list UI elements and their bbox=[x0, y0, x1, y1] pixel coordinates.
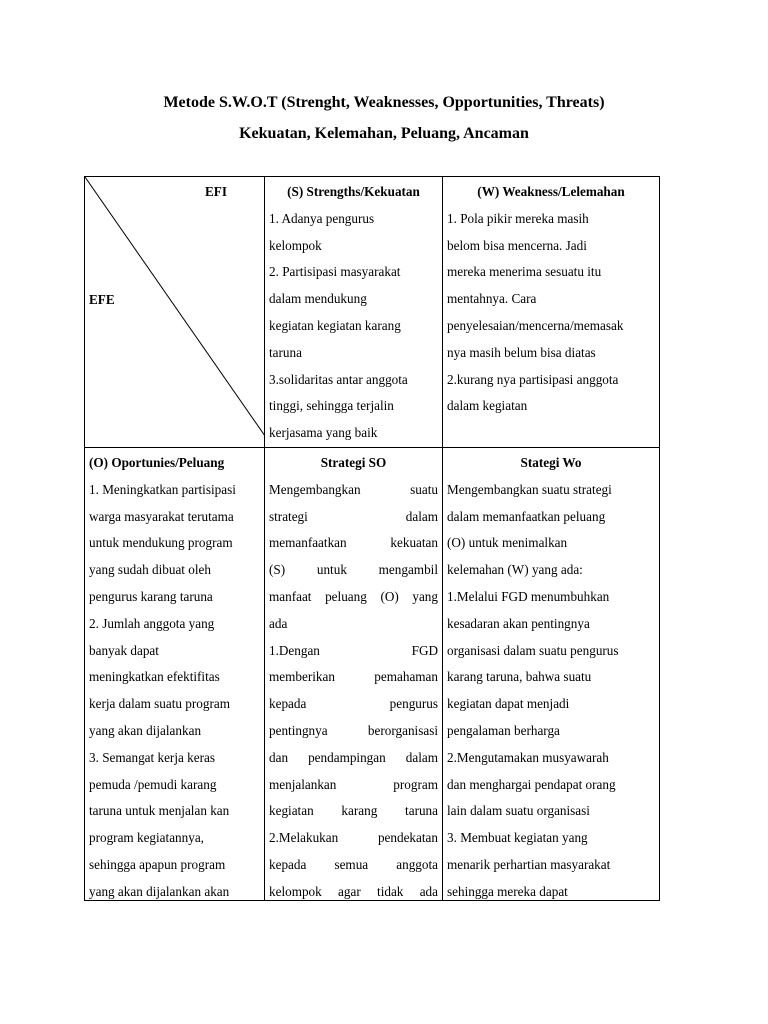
cell-line: 3.solidaritas antar anggota bbox=[269, 371, 408, 387]
strategi-wo-header: Stategi Wo bbox=[520, 454, 582, 470]
cell-line: sehingga mereka dapat bbox=[447, 883, 568, 899]
cell-line: memanfaatkan kekuatan bbox=[269, 535, 438, 551]
cell-line: 1.Dengan FGD bbox=[269, 642, 438, 658]
weakness-header: (W) Weakness/Lelemahan bbox=[477, 184, 625, 199]
opportunities-list bbox=[89, 477, 260, 900]
cell-line: 2.kurang nya partisipasi anggota bbox=[447, 371, 619, 387]
weakness-list bbox=[447, 206, 655, 420]
cell-line: kesadaran akan pentingnya bbox=[447, 615, 590, 631]
cell-line: kegiatan karang taruna bbox=[269, 803, 438, 819]
cell-line: kegiatan dapat menjadi bbox=[447, 696, 570, 712]
cell-line: mereka menerima sesuatu itu bbox=[447, 264, 602, 280]
document-subtitle: Kekuatan, Kelemahan, Peluang, Ancaman bbox=[239, 125, 529, 142]
cell-line: yang sudah dibuat oleh bbox=[89, 562, 211, 578]
document-title: Metode S.W.O.T (Strenght, Weaknesses, Opportunities, Threats) bbox=[163, 94, 605, 111]
cell-line: 2. Jumlah anggota yang bbox=[89, 615, 215, 631]
cell-line: 2.Mengutamakan musyawarah bbox=[447, 749, 609, 765]
cell-line: memberikan pemahaman bbox=[269, 669, 438, 685]
cell-line: 1.Melalui FGD menumbuhkan bbox=[447, 588, 610, 604]
cell-line: kerjasama yang baik bbox=[269, 425, 378, 441]
cell-line: 2. Partisipasi masyarakat bbox=[269, 264, 401, 280]
cell-line: kelompok bbox=[269, 237, 322, 253]
strategi-so-list bbox=[269, 477, 438, 900]
cell-line: 1. Meningkatkan partisipasi bbox=[89, 481, 236, 497]
cell-line: dan menghargai pendapat orang bbox=[447, 776, 616, 792]
cell-line: pengalaman berharga bbox=[447, 722, 560, 738]
cell-line: (O) untuk menimalkan bbox=[447, 535, 568, 551]
cell-line: kegiatan kegiatan karang bbox=[269, 317, 401, 333]
strategi-wo-cell bbox=[443, 447, 660, 900]
cell-line: program kegiatannya, bbox=[89, 830, 204, 846]
strengths-list bbox=[269, 206, 438, 447]
cell-line: pengurus karang taruna bbox=[89, 588, 213, 604]
cell-line: penyelesaian/mencerna/memasak bbox=[447, 317, 624, 333]
cell-line: sehingga apapun program bbox=[89, 856, 226, 872]
cell-line: kepada semua anggota bbox=[269, 856, 438, 872]
cell-line: strategi dalam bbox=[269, 508, 438, 524]
cell-line: 1. Pola pikir mereka masih bbox=[447, 210, 589, 226]
cell-line: nya masih belum bisa diatas bbox=[447, 344, 596, 360]
corner-cell bbox=[85, 177, 265, 448]
cell-line: kerja dalam suatu program bbox=[89, 696, 230, 712]
cell-line: dalam kegiatan bbox=[447, 398, 528, 414]
cell-line: menjalankan program bbox=[269, 776, 438, 792]
cell-line: mentahnya. Cara bbox=[447, 291, 537, 307]
cell-line: yang akan dijalankan akan bbox=[89, 883, 230, 899]
cell-line: warga masyarakat terutama bbox=[89, 508, 234, 524]
cell-line: kepada pengurus bbox=[269, 696, 438, 712]
cell-line: 2.Melakukan pendekatan bbox=[269, 830, 438, 846]
strategi-so-header: Strategi SO bbox=[320, 454, 387, 470]
cell-line: kelemahan (W) yang ada: bbox=[447, 562, 583, 578]
swot-row-bottom bbox=[85, 447, 660, 900]
strengths-header: (S) Strengths/Kekuatan bbox=[287, 184, 420, 199]
efi-label: EFI bbox=[205, 184, 227, 199]
strategi-wo-list bbox=[447, 477, 655, 900]
efe-label: EFE bbox=[89, 292, 115, 307]
cell-line: lain dalam suatu organisasi bbox=[447, 803, 590, 819]
cell-line: taruna untuk menjalan kan bbox=[89, 803, 230, 819]
cell-line: belom bisa mencerna. Jadi bbox=[447, 237, 587, 253]
cell-line: manfaat peluang (O) yang bbox=[269, 588, 438, 604]
opportunities-cell bbox=[85, 447, 265, 900]
cell-line: 1. Adanya pengurus bbox=[269, 210, 375, 226]
cell-line: tinggi, sehingga terjalin bbox=[269, 398, 394, 414]
cell-line: ada bbox=[269, 615, 288, 631]
strategi-so-cell bbox=[265, 447, 443, 900]
cell-line: Mengembangkan suatu strategi bbox=[447, 481, 612, 497]
cell-line: meningkatkan efektifitas bbox=[89, 669, 220, 685]
cell-line: pemuda /pemudi karang bbox=[89, 776, 217, 792]
swot-table bbox=[84, 176, 660, 901]
cell-line: Mengembangkan suatu bbox=[269, 481, 438, 497]
cell-line: taruna bbox=[269, 344, 302, 360]
cell-line: organisasi dalam suatu pengurus bbox=[447, 642, 619, 658]
cell-line: dalam memanfaatkan peluang bbox=[447, 508, 606, 524]
cell-line: yang akan dijalankan bbox=[89, 722, 202, 738]
cell-line: kelompok agar tidak ada bbox=[269, 883, 438, 899]
opportunities-header: (O) Oportunies/Peluang bbox=[89, 454, 225, 470]
cell-line: untuk mendukung program bbox=[89, 535, 233, 551]
cell-line: (S) untuk mengambil bbox=[269, 562, 438, 578]
cell-line: banyak dapat bbox=[89, 642, 159, 658]
strengths-cell bbox=[265, 177, 443, 448]
cell-line: menarik perhartian masyarakat bbox=[447, 856, 611, 872]
cell-line: 3. Membuat kegiatan yang bbox=[447, 830, 588, 846]
cell-line: pentingnya berorganisasi bbox=[269, 722, 438, 738]
cell-line: karang taruna, bahwa suatu bbox=[447, 669, 592, 685]
cell-line: dan pendampingan dalam bbox=[269, 749, 438, 765]
weakness-cell bbox=[443, 177, 660, 448]
cell-line: 3. Semangat kerja keras bbox=[89, 749, 215, 765]
swot-row-top bbox=[85, 177, 660, 448]
cell-line: dalam mendukung bbox=[269, 291, 367, 307]
